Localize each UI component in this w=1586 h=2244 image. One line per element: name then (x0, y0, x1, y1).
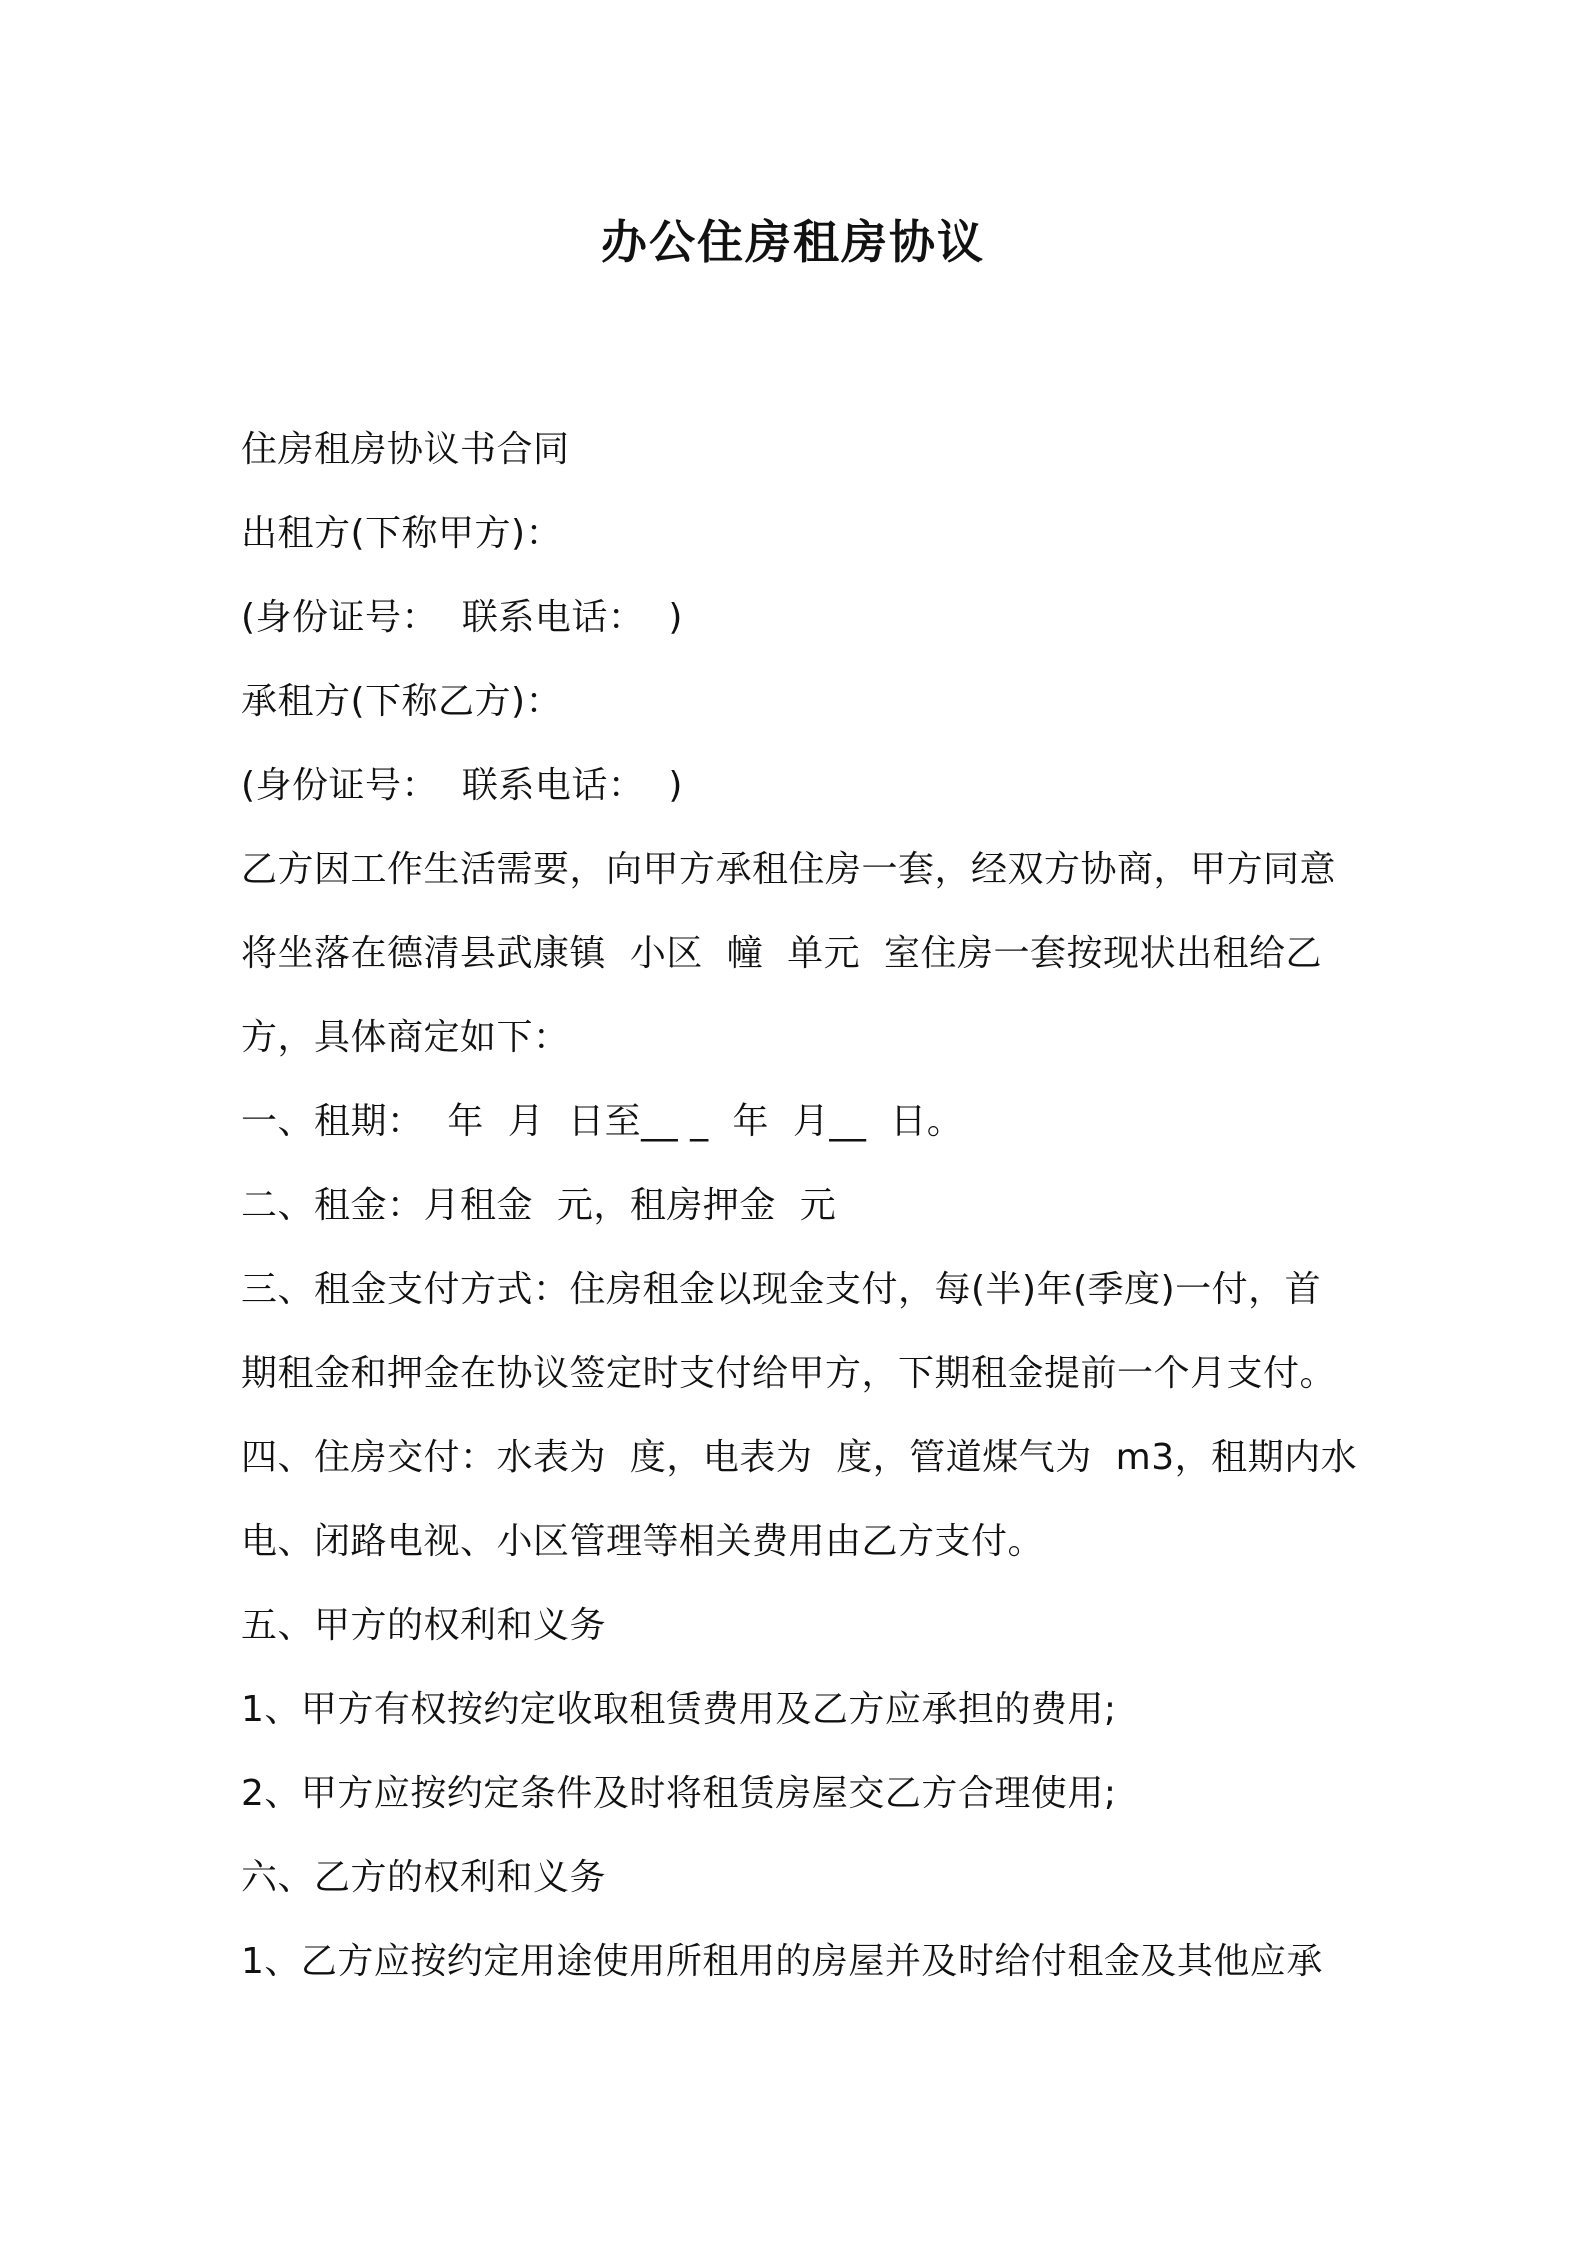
intro-line-3: 方，具体商定如下： (241, 1017, 570, 1058)
intro-line-2: 将坐落在德清县武康镇 小区 幢 单元 室住房一套按现状出租给乙 (241, 933, 1323, 974)
clause-payment-line-1: 三、租金支付方式：住房租金以现金支付，每(半)年(季度)一付，首 (241, 1269, 1322, 1310)
section-party-b-rights: 六、乙方的权利和义务 (241, 1857, 607, 1898)
section-party-a-rights: 五、甲方的权利和义务 (241, 1605, 607, 1646)
document-body (241, 408, 1358, 2004)
intro-line-1: 乙方因工作生活需要，向甲方承租住房一套，经双方协商，甲方同意 (241, 849, 1337, 890)
lessee-line: 承租方(下称乙方)： (241, 681, 563, 722)
clause-delivery-line-1: 四、住房交付：水表为 度，电表为 度，管道煤气为 m3，租期内水 (241, 1437, 1358, 1478)
clause-delivery-line-2: 电、闭路电视、小区管理等相关费用由乙方支付。 (241, 1521, 1045, 1562)
document-title: 办公住房租房协议 (601, 215, 985, 269)
clause-payment-line-2: 期租金和押金在协议签定时支付给甲方，下期租金提前一个月支付。 (241, 1353, 1337, 1394)
clause-rent: 二、租金：月租金 元，租房押金 元 (241, 1185, 837, 1226)
clause-lease-term: 一、租期： 年 月 日至__ _ 年 月__ 日。 (241, 1101, 964, 1142)
lessor-id-line: (身份证号： 联系电话： ) (241, 597, 683, 638)
lessee-id-line: (身份证号： 联系电话： ) (241, 765, 683, 806)
party-a-item-2: 2、甲方应按约定条件及时将租赁房屋交乙方合理使用; (241, 1773, 1117, 1814)
lessor-line: 出租方(下称甲方)： (241, 513, 563, 554)
subtitle-line: 住房租房协议书合同 (241, 429, 570, 470)
party-a-item-1: 1、甲方有权按约定收取租赁费用及乙方应承担的费用; (241, 1689, 1117, 1730)
party-b-item-1: 1、乙方应按约定用途使用所租用的房屋并及时给付租金及其他应承 (241, 1941, 1323, 1982)
